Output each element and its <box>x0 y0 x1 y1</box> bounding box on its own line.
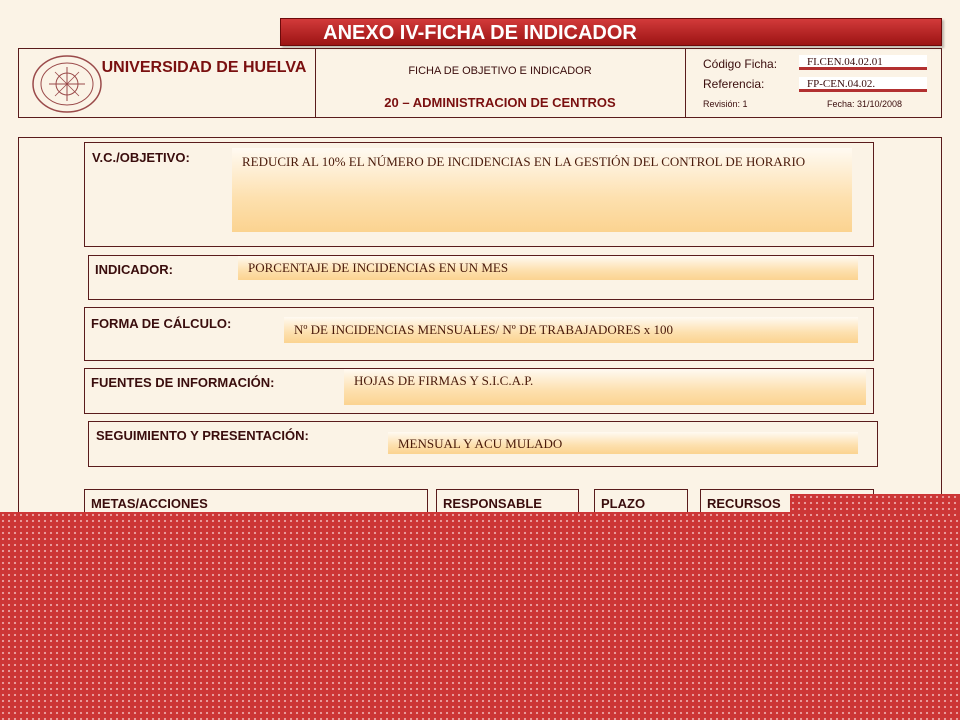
indicador-value: PORCENTAJE DE INCIDENCIAS EN UN MES <box>238 256 858 280</box>
objetivo-value: REDUCIR AL 10% EL NÚMERO DE INCIDENCIAS EN LA GESTIÓN DEL CONTROL DE HORARIO <box>232 148 852 232</box>
seguimiento-label: SEGUIMIENTO Y PRESENTACIÓN: <box>96 428 309 443</box>
calculo-value: Nº DE INCIDENCIAS MENSUALES/ Nº DE TRABAJADORES x 100 <box>284 317 858 343</box>
plazo-header: PLAZO <box>594 489 688 515</box>
seguimiento-value: MENSUAL Y ACU MULADO <box>388 432 858 454</box>
objetivo-label: V.C./OBJETIVO: <box>92 150 190 165</box>
referencia-value: FP-CEN.04.02. <box>799 77 927 92</box>
dotted-overlay <box>0 512 960 720</box>
indicador-label: INDICADOR: <box>95 262 173 277</box>
document-title: ANEXO IV-FICHA DE INDICADOR <box>323 22 637 44</box>
revision-text: Revisión: 1 <box>703 99 748 109</box>
recursos-header: RECURSOS <box>700 489 874 515</box>
header-box <box>18 48 942 118</box>
university-name: UNIVERSIDAD DE HUELVA <box>101 59 307 76</box>
fuentes-value: HOJAS DE FIRMAS Y S.I.C.A.P. <box>344 369 866 405</box>
calculo-label: FORMA DE CÁLCULO: <box>91 316 232 331</box>
center-name: 20 – ADMINISTRACION DE CENTROS <box>384 95 616 110</box>
header-divider <box>685 49 686 117</box>
fuentes-label: FUENTES DE INFORMACIÓN: <box>91 375 275 390</box>
metas-header: METAS/ACCIONES <box>84 489 428 515</box>
codigo-value: FI.CEN.04.02.01 <box>799 55 927 70</box>
fecha-text: Fecha: 31/10/2008 <box>827 99 903 109</box>
ficha-label: FICHA DE OBJETIVO E INDICADOR <box>408 65 592 77</box>
referencia-label: Referencia: <box>703 77 765 91</box>
codigo-label: Código Ficha: <box>703 57 778 71</box>
responsable-header: RESPONSABLE <box>436 489 579 515</box>
dotted-overlay-notch <box>790 494 960 516</box>
title-bar <box>280 18 942 46</box>
